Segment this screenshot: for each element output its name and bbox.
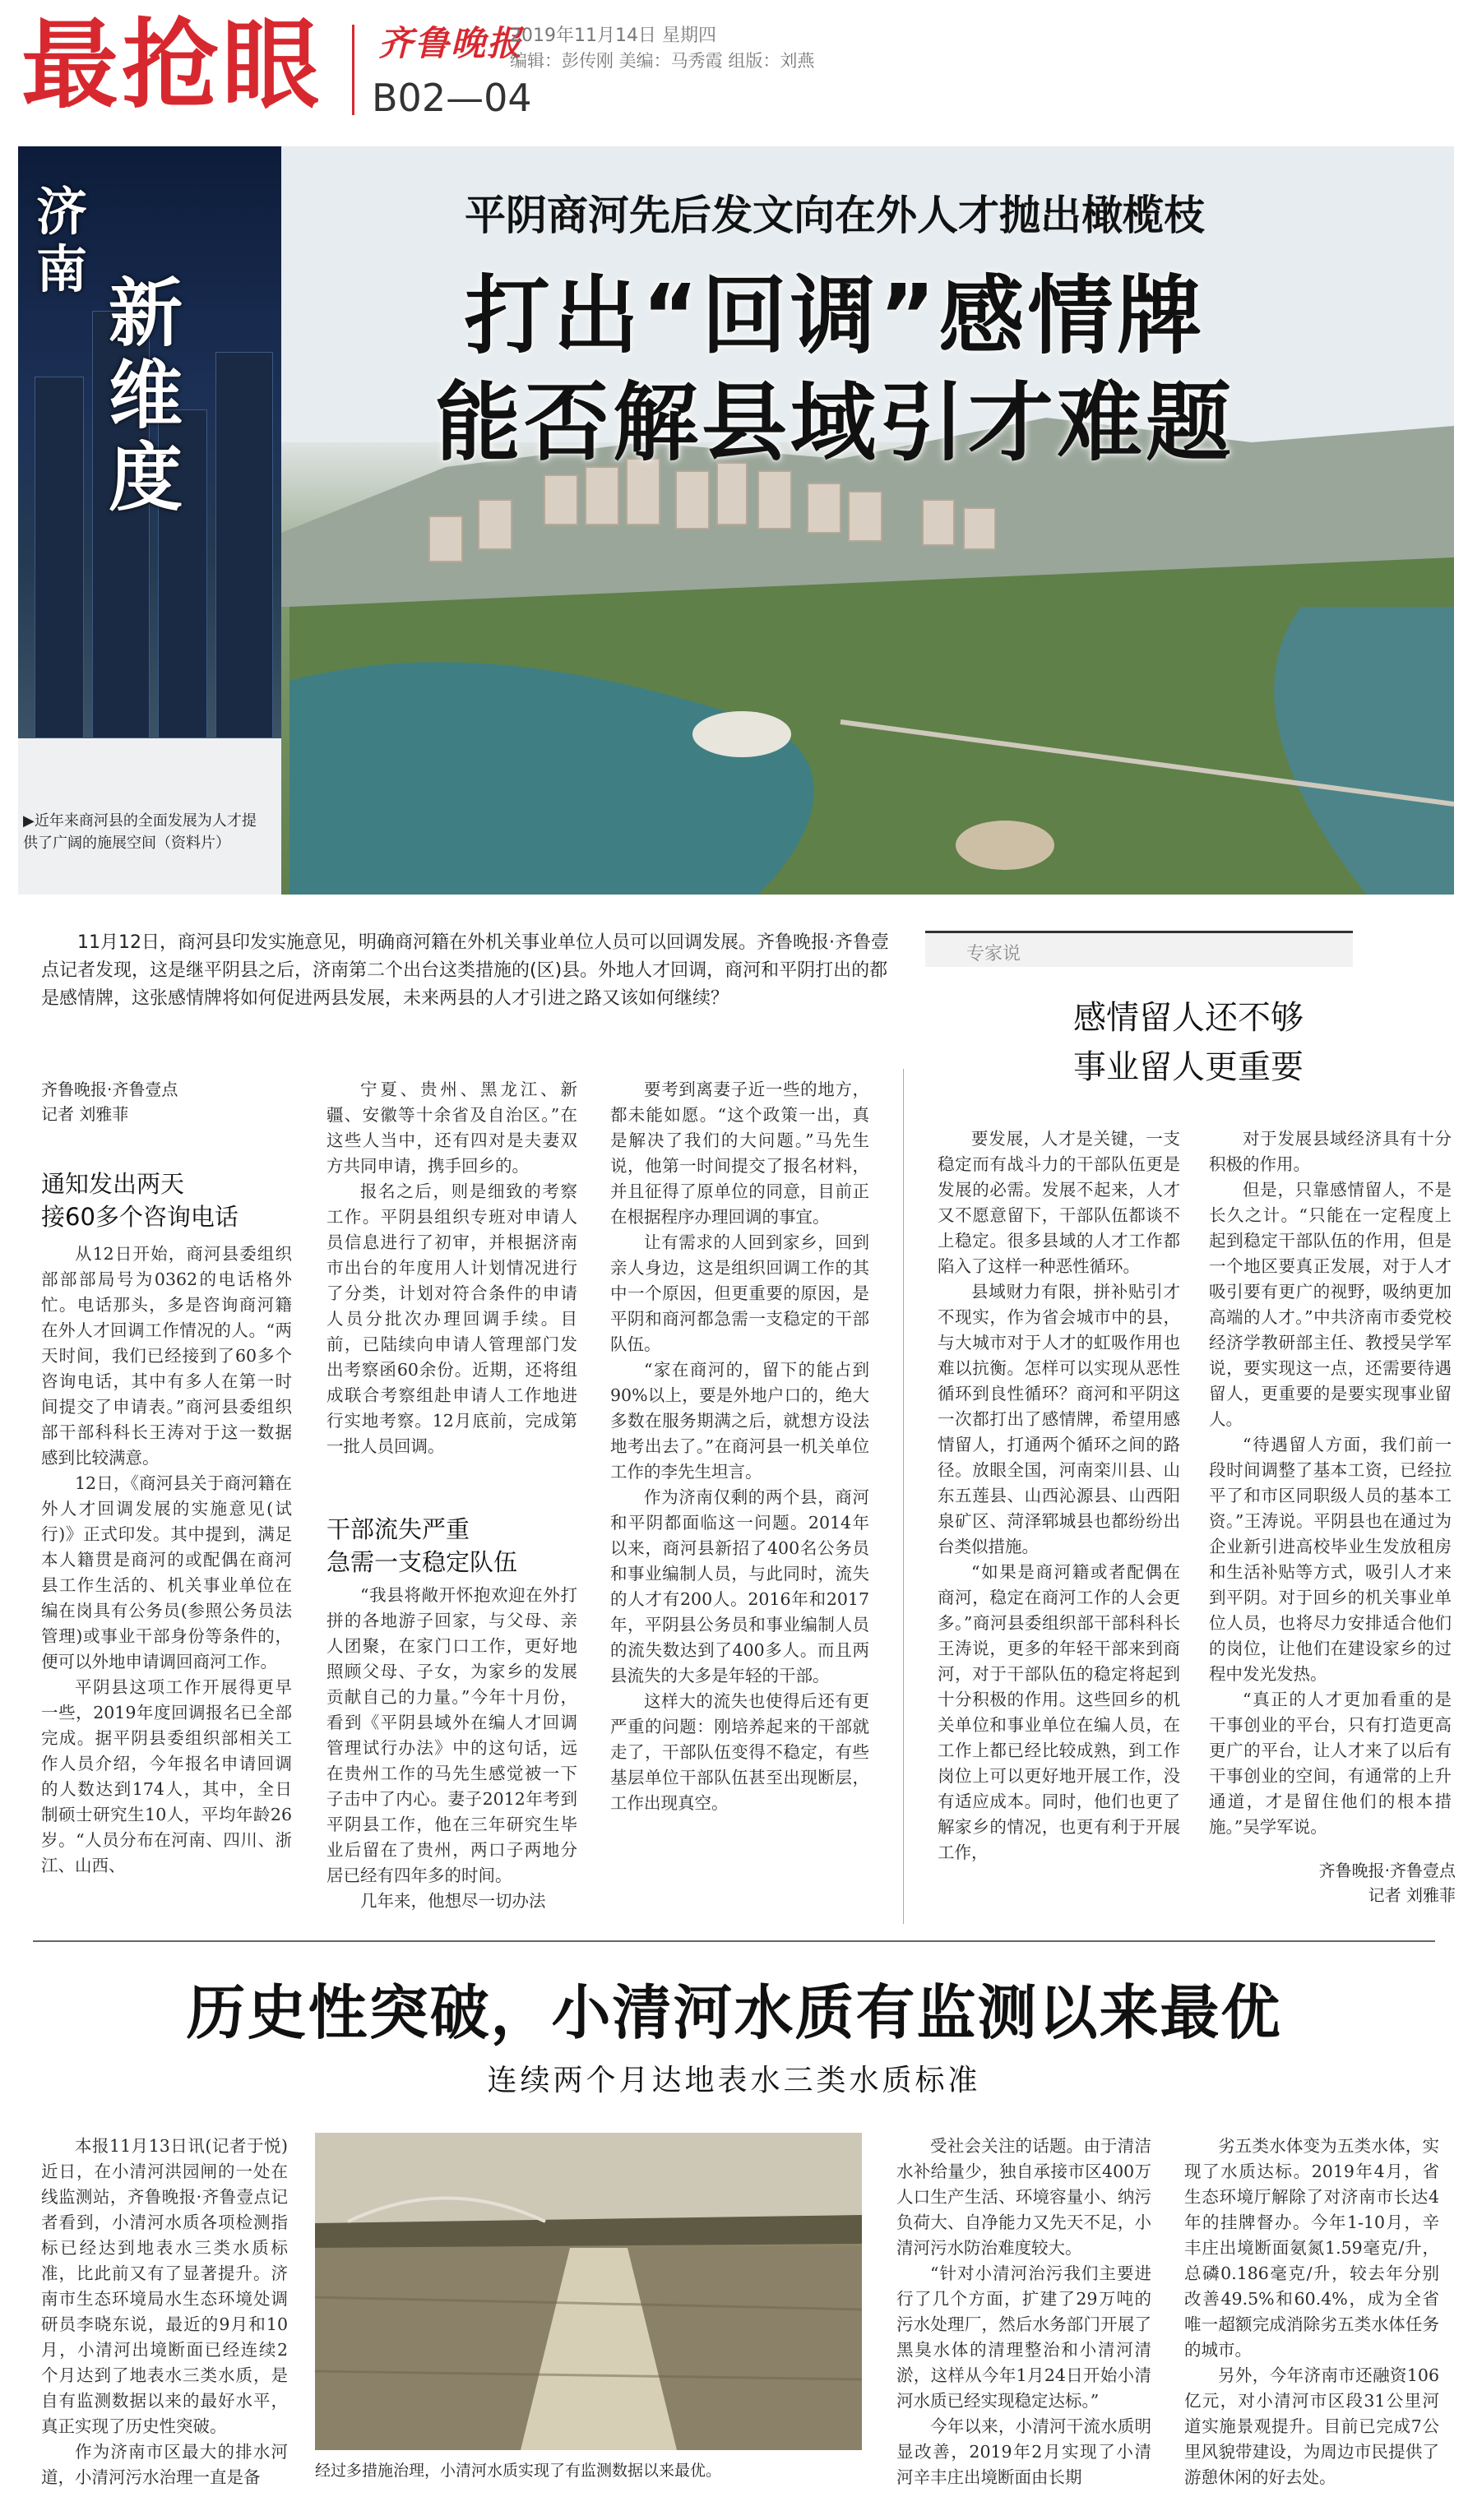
paragraph: 要发展，人才是关键，一支稳定而有战斗力的干部队伍更是发展的必需。发展不起来，人才又不愿意留下，干部队伍都谈不上稳定。很多县域的人才工作都陷入了这样一种恶性循环。: [938, 1129, 1180, 1276]
paragraph: 要考到离妻子近一些的地方，都未能如愿。“这个政策一出，真是解决了我们的大问题。”马先生说，他第一时间提交了报名材料，并且征得了原单位的同意，目前正在根据程序办理回调的事宜。: [610, 1080, 869, 1227]
expert-column-2: [1209, 1126, 1452, 1854]
page-number: B02—04: [372, 76, 532, 120]
paragraph: 平阴县这项工作开展得更早一些，2019年度回调报名已全部完成。据平阴县委组织部相关工作人员介绍，今年报名申请回调的人数达到174人，其中，全日制硕士研究生10人，平均年龄26岁。“人员分布在河南、四川、浙江、山西、: [41, 1677, 292, 1875]
river-photo: [315, 2133, 862, 2450]
paragraph: “如果是商河籍或者配偶在商河，稳定在商河工作的人会更多。”商河县委组织部干部科科长王涛说，更多的年轻干部来到商河，对于干部队伍的稳定将起到十分积极的作用。这些回乡的机关单位和事业单位在编人员，在工作上都已经比较成熟，到工作岗位上可以更好地开展工作，没有适应成本。同时，他们也更了解家乡的情况，也更有利于开展工作，: [938, 1562, 1180, 1862]
expert-headline: 感情留人还不够 事业留人更重要: [1073, 999, 1304, 1086]
subhead-1: 通知发出两天 接60多个咨询电话: [41, 1170, 238, 1231]
paragraph: 12日，《商河县关于商河籍在外人才回调发展的实施意见(试行)》正式印发。其中提到，满足本人籍贯是商河的或配偶在商河县工作生活的、机关事业单位在编在岗具有公务员(参照公务员法管理)或事业干部身份等条件的，便可以外地申请调回商河工作。: [41, 1473, 292, 1672]
paragraph: 本报11月13日讯(记者于悦) 近日，在小清河洪园闸的一处在线监测站，齐鲁晚报·齐鲁壹点记者看到，小清河水质各项检测指标已经达到地表水三类水质标准，比此前又有了显著提升。济南市生态环境局水生态环境处调研员李晓东说，最近的9月和10月，小清河出境断面已经连续2个月达到了地表水三类水质，是自有监测数据以来的最好水平，真正实现了历史性突破。: [41, 2136, 288, 2436]
paragraph: 但是，只靠感情留人，不是长久之计。“只能在一定程度上起到稳定干部队伍的作用，但是一个地区要真正发展，对于人才吸引要有更广的视野，吸纳更加高端的人才。”中共济南市委党校经济学教研部主任、教授吴学军说，要实现这一点，还需要待遇留人，更重要的是要实现事业留人。: [1209, 1180, 1452, 1429]
series-title-xin: 新: [109, 270, 183, 357]
article-column-2b: [326, 1583, 577, 1924]
story2-subheadline: 连续两个月达地表水三类水质标准: [487, 2064, 981, 2097]
masthead-divider: [352, 25, 354, 115]
paragraph: 这样大的流失也使得后还有更严重的问题：刚培养起来的干部就走了，干部队伍变得不稳定，有些基层单位干部队伍甚至出现断层，工作出现真空。: [610, 1691, 869, 1813]
headline-line-2: 能否解县域引才难题: [434, 372, 1234, 473]
story-divider: [33, 1940, 1435, 1942]
article-column-1: [41, 1242, 292, 1924]
river-photo-caption: 经过多措施治理，小清河水质实现了有监测数据以来最优。: [315, 2462, 722, 2480]
paragraph: 今年以来，小清河干流水质明显改善，2019年2月实现了小清河辛丰庄出境断面由长期: [896, 2416, 1151, 2487]
article-column-2: [326, 1077, 577, 1505]
lead-paragraph: 11月12日，商河县印发实施意见，明确商河籍在外机关事业单位人员可以回调发展。齐鲁晚报·齐鲁壹点记者发现，这是继平阴县之后，济南第二个出台这类措施的(区)县。外地人才回调，商河和平阴打出的都是感情牌，这张感情牌将如何促进两县发展，未来两县的人才引进之路又该如何继续？: [41, 932, 889, 1009]
staff-credits: 编辑：彭传刚 美编：马秀霞 组版：刘燕: [510, 51, 815, 71]
section-title: 最抢眼: [21, 8, 323, 122]
subhead-2: 干部流失严重 急需一支稳定队伍: [326, 1515, 518, 1576]
series-sidebar: [18, 146, 281, 895]
paragraph: “待遇留人方面，我们前一段时间调整了基本工资，已经拉平了和市区同职级人员的基本工资。”王涛说。平阴县也在通过为企业新引进高校毕业生发放租房和生活补贴等方式，吸引人才来到平阴。对于回乡的机关事业单位人员，也将尽力安排适合他们的岗位，让他们在建设家乡的过程中发光发热。: [1209, 1435, 1452, 1684]
paragraph: 另外，今年济南市还融资106亿元，对小清河市区段31公里河道实施景观提升。目前已完成7公里风貌带建设，为周边市民提供了游憩休闲的好去处。: [1184, 2365, 1439, 2487]
paragraph: “家在商河的，留下的能占到90%以上，要是外地户口的，绝大多数在服务期满之后，就想方设法地考出去了。”在商河县一机关单位工作的李先生坦言。: [610, 1360, 869, 1482]
story2-column-1: [41, 2134, 288, 2520]
column-rule: [903, 1069, 904, 1924]
story2-column-3: [1184, 2134, 1439, 2520]
expert-tag: 专家说: [925, 931, 1353, 967]
paragraph: 作为济南仅剩的两个县，商河和平阴都面临这一问题。2014年以来，商河县新招了400名公务员和事业编制人员，与此同时，流失的人才有200人。2016年和2017年，平阴县公务员和事业编制人员的流失数达到了400多人。而且两县流失的大多是年轻的干部。: [610, 1487, 869, 1685]
paragraph: 几年来，他想尽一切办法: [360, 1891, 546, 1911]
paper-name: 齐鲁晚报: [378, 23, 524, 63]
expert-column-1: [938, 1126, 1180, 1924]
expert-byline: 齐鲁晚报·齐鲁壹点 记者 刘雅菲: [1318, 1861, 1456, 1905]
article-column-3: [610, 1077, 869, 1924]
byline: 齐鲁晚报·齐鲁壹点 记者 刘雅菲: [41, 1080, 178, 1124]
kicker: 平阴商河先后发文向在外人才抛出橄榄枝: [465, 192, 1205, 239]
series-title-wei: 维: [109, 353, 183, 439]
paragraph: “真正的人才更加看重的是干事创业的平台，只有打造更高更广的平台，让人才来了以后有干事创业的空间，有通常的上升通道，才是留住他们的根本措施。”吴学军说。: [1209, 1690, 1452, 1837]
paragraph: 从12日开始，商河县委组织部部部局号为0362的电话格外忙。电话那头，多是咨询商河籍在外人才回调工作情况的人。“两天时间，我们已经接到了60多个咨询电话，其中有多人在第一时间提交了申请表。”商河县委组织部干部科科长王涛对于这一数据感到比较满意。: [41, 1244, 292, 1468]
headline-line-1: 打出“回调”感情牌: [464, 266, 1206, 366]
paragraph: 劣五类水体变为五类水体，实现了水质达标。2019年4月，省生态环境厅解除了对济南市长达4年的挂牌督办。今年1-10月，辛丰庄出境断面氨氮1.59毫克/升，总磷0.186毫克/升，较去年分别改善49.5%和60.4%，成为全省唯一超额完成消除劣五类水体任务的城市。: [1184, 2136, 1439, 2360]
series-title-ji: 济: [36, 182, 88, 242]
paragraph: 让有需求的人回到家乡，回到亲人身边，这是组织回调工作的其中一个原因，但更重要的原因，是平阴和商河都急需一支稳定的干部队伍。: [610, 1232, 869, 1354]
paragraph: 对于发展县域经济具有十分积极的作用。: [1209, 1129, 1452, 1174]
issue-date: 2019年11月14日 星期四: [510, 25, 716, 46]
series-title-du: 度: [109, 435, 183, 521]
paragraph: 受社会关注的话题。由于清洁水补给量少，独自承接市区400万人口生产生活、环境容量小、纳污负荷大、自净能力又先天不足，小清河污水防治难度较大。: [896, 2136, 1151, 2258]
paragraph: 作为济南市区最大的排水河道，小清河污水治理一直是备: [41, 2442, 288, 2487]
paragraph: 县域财力有限，拼补贴引才不现实，作为省会城市中的县，与大城市对于人才的虹吸作用也难以抗衡。怎样可以实现从恶性循环到良性循环？商河和平阴这一次都打出了感情牌，希望用感情留人，打通两个循环之间的路径。放眼全国，河南栾川县、山东五莲县、山西沁源县、山西阳泉矿区、菏泽郓城县也都纷纷出台类似措施。: [938, 1282, 1180, 1556]
paragraph: 宁夏、贵州、黑龙江、新疆、安徽等十余省及自治区。”在这些人当中，还有四对是夫妻双方共同申请，携手回乡的。: [326, 1080, 577, 1176]
paragraph: “针对小清河治污我们主要进行了几个方面，扩建了29万吨的污水处理厂，然后水务部门开展了黑臭水体的清理整治和小清河清淤，这样从今年1月24日开始小清河水质已经实现稳定达标。”: [896, 2263, 1151, 2411]
photo-caption: ▶近年来商河县的全面发展为人才提供了广阔的施展空间（资料片）: [23, 812, 257, 852]
series-title-nan: 南: [36, 239, 88, 299]
paragraph: 报名之后，则是细致的考察工作。平阴县组织专班对申请人员信息进行了初审，并根据济南市出台的年度用人计划情况进行了分类，计划对符合条件的申请人员分批次办理回调手续。目前，已陆续向申请人管理部门发出考察函60余份。近期，还将组成联合考察组赴申请人工作地进行实地考察。12月底前，完成第一批人员回调。: [326, 1181, 577, 1456]
story2-headline: 历史性突破，小清河水质有监测以来最优: [186, 1978, 1282, 2047]
story2-column-2: [896, 2134, 1151, 2520]
paragraph: “我县将敞开怀抱欢迎在外打拼的各地游子回家，与父母、亲人团聚，在家门口工作，更好地照顾父母、子女，为家乡的发展贡献自己的力量。”今年十月份，看到《平阴县域外在编人才回调管理试行办法》中的这句话，远在贵州工作的马先生感觉被一下子击中了内心。妻子2012年考到平阴县工作，他在三年研究生毕业后留在了贵州，两口子两地分居已经有四年多的时间。: [326, 1585, 577, 1885]
